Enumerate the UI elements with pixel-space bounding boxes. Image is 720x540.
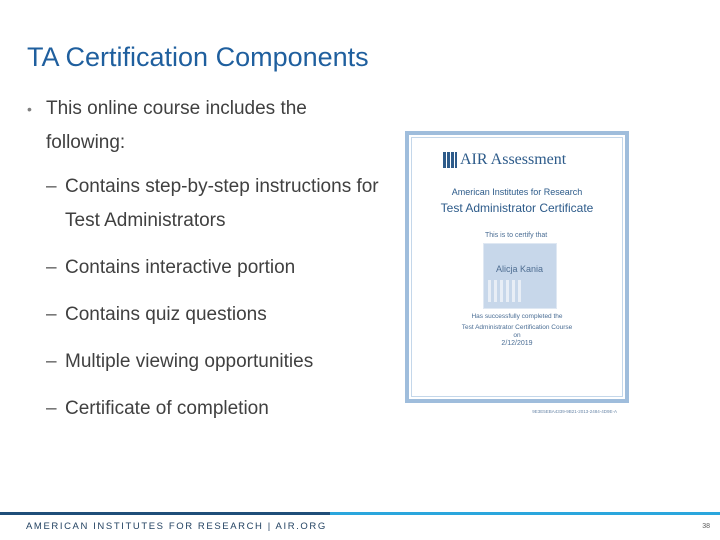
- dash-icon: –: [46, 257, 57, 278]
- sub-bullet-item: [46, 345, 387, 379]
- certificate-on-text: on: [513, 332, 521, 339]
- sub-bullet-text: Contains quiz questions: [65, 304, 267, 325]
- dash-icon: –: [46, 176, 57, 197]
- dash-icon: –: [46, 304, 57, 325]
- sub-bullet-list: [27, 170, 387, 426]
- certificate-date: 2/12/2019: [501, 340, 533, 347]
- certificate-image: [405, 131, 629, 414]
- certificate-completed-text: Has successfully completed the: [471, 313, 563, 320]
- certificate-course-name: Test Administrator Certification Course: [461, 324, 573, 331]
- certificate-title: Test Administrator Certificate: [440, 201, 594, 215]
- certificate-id: 9E3E5EBA4339-9B21-2013-2484-4D9E-A: [532, 409, 617, 414]
- footer-text: AMERICAN INSTITUTES FOR RESEARCH | AIR.ORG: [26, 521, 327, 532]
- bullet-dot-icon: •: [27, 101, 32, 117]
- sub-bullet-text: Contains step-by-step instructions for Test Administrators: [65, 176, 379, 231]
- air-logo-icon: [443, 152, 457, 168]
- barcode-graphic: [488, 280, 522, 302]
- page-number: 38: [702, 523, 710, 530]
- sub-bullet-item: [46, 298, 387, 332]
- certificate-recipient-name: Alicja Kania: [496, 264, 544, 274]
- bullet-item: [27, 92, 387, 160]
- air-logo: [443, 149, 566, 171]
- sub-bullet-item: [46, 251, 387, 285]
- bullet-text: This online course includes the following:: [46, 98, 307, 153]
- certificate-org: American Institutes for Research: [451, 187, 583, 197]
- sub-bullet-text: Contains interactive portion: [65, 257, 296, 278]
- sub-bullet-text: Certificate of completion: [65, 398, 269, 419]
- slide-title: TA Certification Components: [27, 42, 369, 72]
- dash-icon: –: [46, 398, 57, 419]
- bullet-list: [27, 92, 387, 439]
- sub-bullet-item: [46, 170, 387, 238]
- certificate-name-panel: [483, 243, 557, 309]
- dash-icon: –: [46, 351, 57, 372]
- sub-bullet-text: Multiple viewing opportunities: [65, 351, 314, 372]
- sub-bullet-item: [46, 392, 387, 426]
- air-logo-text: AIR Assessment: [460, 151, 567, 168]
- certificate-certify-text: This is to certify that: [485, 232, 548, 239]
- footer-rule-accent: [0, 512, 330, 515]
